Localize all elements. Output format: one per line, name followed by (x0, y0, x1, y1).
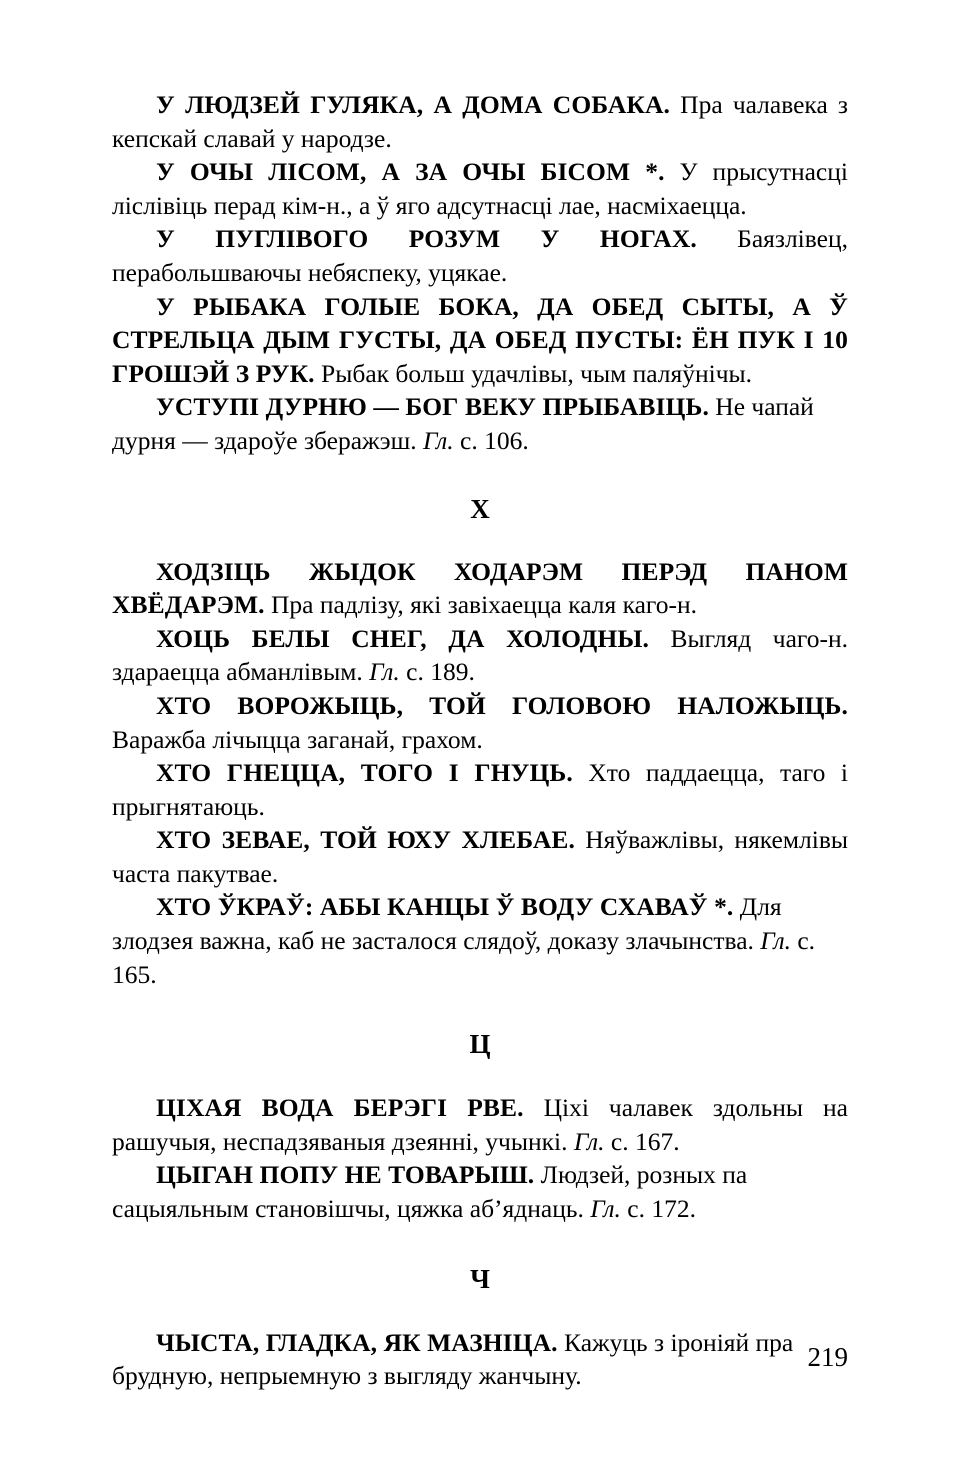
entry-gloss: У прысутнасці ліслівіць перад кім-н., а ў яго адсутнасці лае, насміхаецца. (112, 157, 848, 220)
entry-reference-page: с. 189. (399, 657, 475, 687)
entry-headword: ХТО ЗЕВАЕ, ТОЙ ЮХУ ХЛЕБАЕ. (156, 825, 575, 855)
entry-gloss: Няўважлівы, някемлівы часта пакутвае. (112, 825, 848, 888)
dictionary-entry (112, 890, 848, 991)
entry-headword: ХТО ГНЕЦЦА, ТОГО І ГНУЦЬ. (156, 758, 573, 788)
dictionary-entry (112, 1158, 848, 1225)
dictionary-block-ts (112, 1091, 848, 1225)
entry-gloss: Людзей, розных па сацыяльным становішчы, цяжка аб’яднаць. (112, 1160, 748, 1224)
dictionary-entry (112, 756, 848, 823)
section-gap (112, 1226, 848, 1262)
entry-headword: ХТО ВОРОЖЫЦЬ, ТОЙ ГОЛОВОЮ НАЛОЖЫЦЬ. (156, 690, 848, 720)
section-gap (112, 458, 848, 492)
section-heading-ch: Ч (470, 1263, 490, 1294)
entry-gloss: Варажба лічыцца заганай, грахом. (112, 724, 483, 754)
dictionary-entry (112, 555, 848, 622)
entry-headword: ХОДЗІЦЬ ЖЫДОК ХОДАРЭМ ПЕРЭД ПАНОМ ХВЁДАРЭМ. (112, 556, 848, 620)
dictionary-entry (112, 88, 848, 155)
section-gap (112, 991, 848, 1027)
entry-gloss: Пра чалавека з кепскай славай у народзе. (112, 90, 849, 153)
entry-reference: Гл. (590, 1194, 621, 1224)
entry-reference: Гл. (369, 657, 400, 687)
entry-reference: Гл. (760, 926, 791, 956)
entry-gloss: Баязлівец, перабольшваючы небяспеку, уцякае. (112, 224, 848, 287)
section-gap (112, 1061, 848, 1091)
dictionary-entry (112, 1091, 848, 1158)
entry-reference-page: с. 106. (453, 425, 529, 455)
entry-reference-page: с. 167. (604, 1126, 680, 1156)
dictionary-block-h (112, 555, 848, 992)
dictionary-entry (112, 155, 848, 222)
entry-gloss: Ціхі чалавек здольны на рашучыя, неспадзяваныя дзеянні, учынкі. (112, 1093, 848, 1156)
entry-headword: ЦЫГАН ПОПУ НЕ ТОВАРЫШ. (156, 1160, 535, 1190)
entry-gloss: Выгляд чаго-н. здараецца абманлівым. (112, 623, 849, 687)
entry-reference-page: с. 172. (620, 1194, 696, 1224)
entry-headword: ЧЫСТА, ГЛАДКА, ЯК МАЗНІЦА. (156, 1327, 558, 1357)
entry-headword: У ЛЮДЗЕЙ ГУЛЯКА, А ДОМА СОБАКА. (156, 90, 670, 119)
entry-headword: ЦІХАЯ ВОДА БЕРЭГІ РВЕ. (156, 1093, 524, 1123)
entry-headword: ХТО ЎКРАЎ: АБЫ КАНЦЫ Ў ВОДУ СХАВАЎ *. (156, 892, 734, 922)
entry-reference-page: с. 165. (112, 926, 816, 989)
entry-gloss: Для злодзея важна, каб не засталося слядоў, доказу злачынства. (112, 892, 782, 956)
entry-gloss: Хто паддаецца, таго і прыгнятаюць. (112, 758, 848, 821)
section-gap (112, 1296, 848, 1326)
dictionary-entry (112, 689, 848, 756)
dictionary-entry (112, 390, 848, 457)
entry-gloss: Не чапай дурня — здароўе зберажэш. (112, 392, 814, 455)
entry-gloss: Кажуць з іроніяй пра брудную, непрыемную з выгляду жанчыну. (112, 1327, 794, 1391)
entry-headword: ХОЦЬ БЕЛЫ СНЕГ, ДА ХОЛОДНЫ. (156, 623, 649, 653)
entry-reference: Гл. (423, 425, 454, 455)
section-heading-ts: Ц (469, 1029, 491, 1060)
entry-headword: У РЫБАКА ГОЛЫЕ БОКА, ДА ОБЕД СЫТЫ, А Ў СТРЕЛЬЦА ДЫМ ГУСТЫ, ДА ОБЕД ПУСТЫ: ЁН ПУК І 10 ГРОШЭЙ З РУК. (112, 291, 848, 388)
page-number: 219 (807, 1342, 848, 1372)
entry-headword: УСТУПІ ДУРНЮ — БОГ ВЕКУ ПРЫБАВІЦЬ. (156, 392, 709, 422)
entry-reference: Гл. (573, 1126, 605, 1156)
entry-gloss: Пра падлізу, які завіхаецца каля каго-н. (264, 590, 697, 620)
dictionary-entry (112, 290, 848, 391)
dictionary-entry (112, 622, 848, 689)
entry-headword: У ОЧЫ ЛІСОМ, А ЗА ОЧЫ БІСОМ *. (156, 157, 665, 187)
entry-headword: У ПУГЛІВОГО РОЗУМ У НОГАХ. (156, 224, 697, 254)
dictionary-block-u (112, 88, 848, 458)
page-text-column (112, 88, 848, 1393)
section-heading-h: Х (470, 493, 490, 524)
section-gap (112, 526, 848, 555)
dictionary-entry (112, 823, 848, 890)
entry-gloss: Рыбак больш удачлівы, чым паляўнічы. (314, 358, 753, 388)
dictionary-entry (112, 222, 848, 289)
